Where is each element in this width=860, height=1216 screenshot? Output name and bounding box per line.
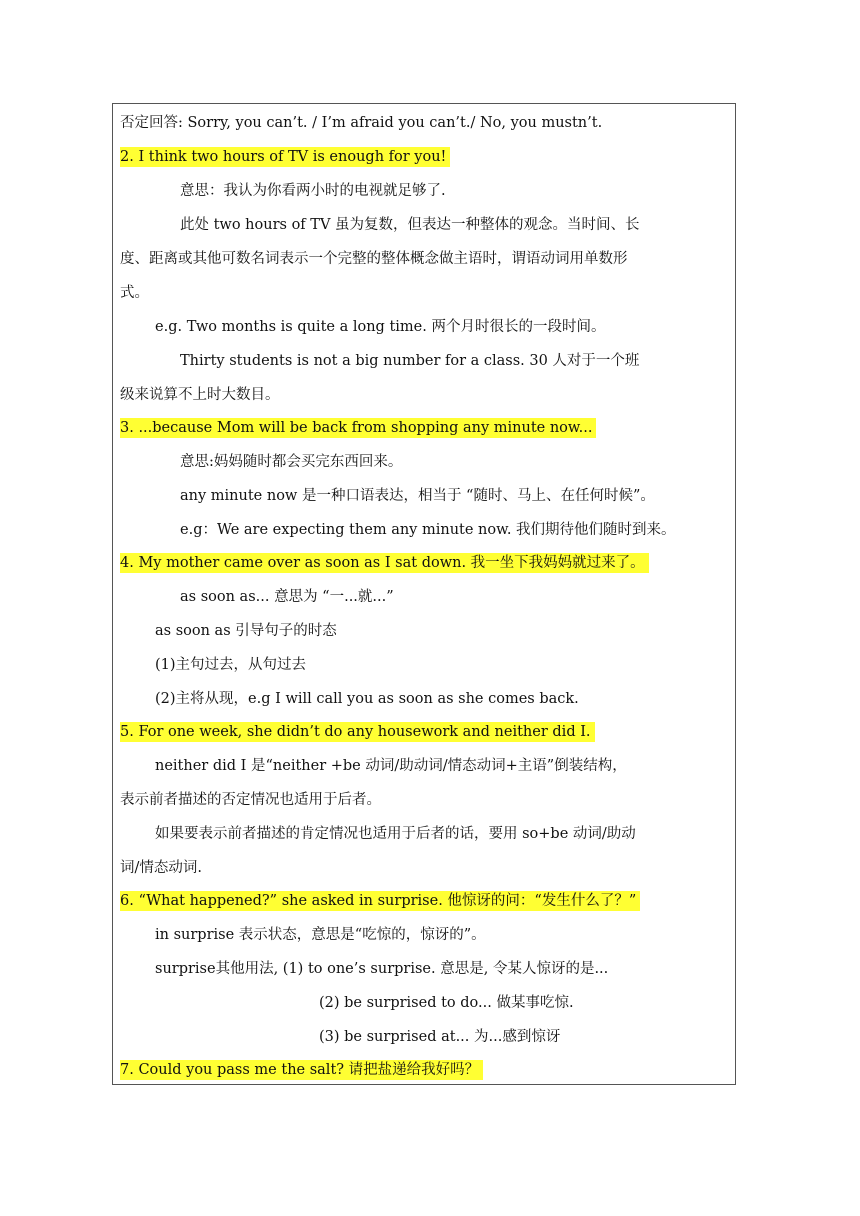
highlighted-heading: 4. My mother came over as soon as I sat down. 我一坐下我妈妈就过来了。: [120, 553, 649, 573]
text-line: Thirty students is not a big number for a class. 30 人对于一个班: [180, 353, 640, 369]
text-line: as soon as 引导句子的时态: [155, 623, 337, 639]
text-line: 词/情态动词.: [120, 860, 202, 876]
text-line: neither did I 是“neither +be 动词/助动词/情态动词+主语”倒装结构，: [155, 758, 627, 774]
content-table-cell: [112, 103, 736, 1085]
text-line: 式。: [120, 285, 149, 301]
highlighted-heading: 5. For one week, she didn’t do any housework and neither did I.: [120, 722, 595, 742]
text-line: 级来说算不上时大数目。: [120, 387, 280, 403]
text-line: 意思:妈妈随时都会买完东西回来。: [180, 454, 403, 470]
text-line: (1)主句过去，从句过去: [155, 657, 307, 673]
highlighted-heading: 2. I think two hours of TV is enough for you!: [120, 147, 450, 167]
text-line: (3) be surprised at... 为...感到惊讶: [319, 1029, 561, 1045]
text-line: (2) be surprised to do... 做某事吃惊.: [319, 995, 574, 1011]
text-line: e.g：We are expecting them any minute now. 我们期待他们随时到来。: [180, 522, 676, 538]
text-line: 表示前者描述的否定情况也适用于后者。: [120, 792, 381, 808]
text-line: 否定回答: Sorry, you can’t. / I’m afraid you can’t./ No, you mustn’t.: [120, 115, 603, 131]
text-line: 此处 two hours of TV 虽为复数，但表达一种整体的观念。当时间、长: [180, 217, 640, 233]
text-line: 如果要表示前者描述的肯定情况也适用于后者的话，要用 so+be 动词/助动: [155, 826, 636, 842]
highlighted-heading: 3. ...because Mom will be back from shopping any minute now...: [120, 418, 596, 438]
text-line: (2)主将从现，e.g I will call you as soon as she comes back.: [155, 691, 579, 707]
text-line: surprise其他用法, (1) to one’s surprise. 意思是, 令某人惊讶的是...: [155, 961, 609, 977]
highlighted-heading: 7. Could you pass me the salt? 请把盐递给我好吗？: [120, 1060, 483, 1080]
text-line: e.g. Two months is quite a long time. 两个月时很长的一段时间。: [155, 319, 606, 335]
highlighted-heading: 6. “What happened?” she asked in surprise. 他惊讶的问：“发生什么了？”: [120, 891, 640, 911]
text-line: any minute now 是一种口语表达，相当于 “随时、马上、在任何时候”。: [180, 488, 655, 504]
text-line: in surprise 表示状态，意思是“吃惊的，惊讶的”。: [155, 927, 486, 943]
text-line: 意思：我认为你看两小时的电视就足够了.: [180, 183, 446, 199]
text-line: as soon as... 意思为 “一...就...”: [180, 589, 394, 605]
text-line: 度、距离或其他可数名词表示一个完整的整体概念做主语时，谓语动词用单数形: [120, 251, 628, 267]
